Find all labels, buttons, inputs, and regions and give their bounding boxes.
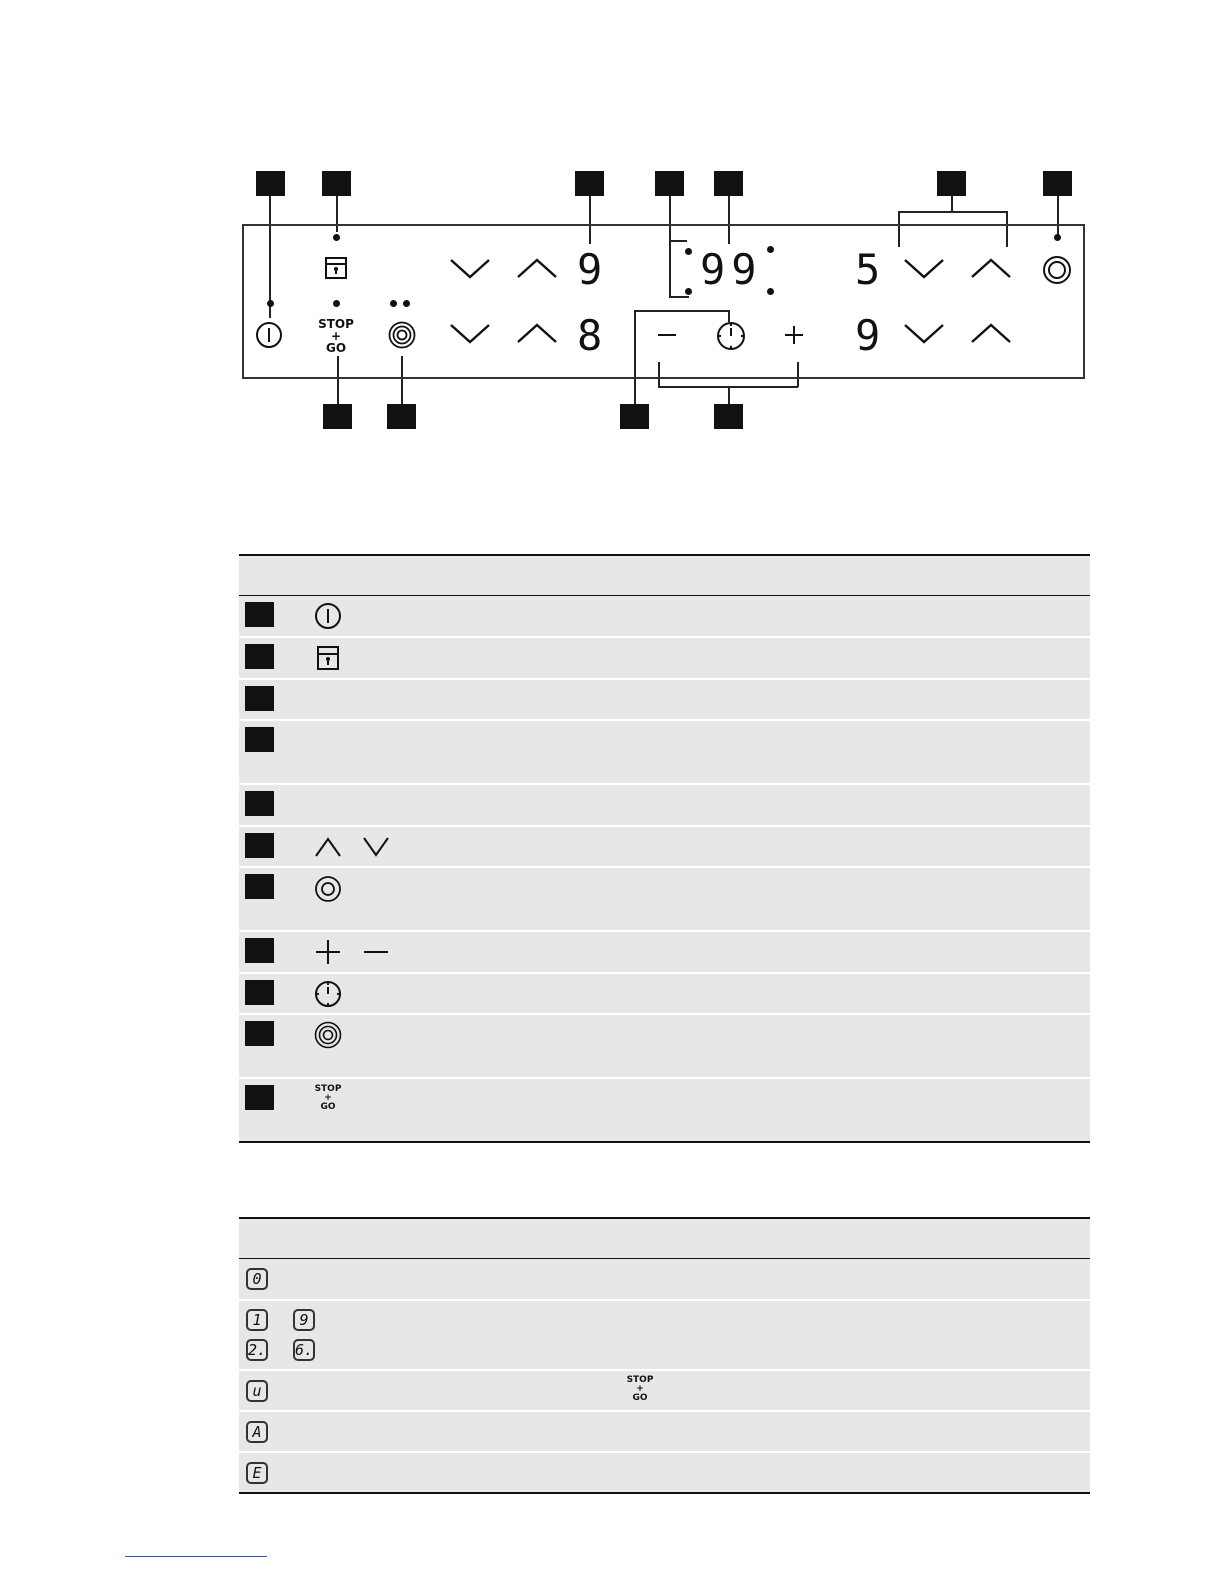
callout-marker-6 bbox=[937, 171, 966, 196]
row-marker bbox=[245, 791, 274, 816]
footer-link-underline[interactable] bbox=[125, 1556, 267, 1557]
table-row bbox=[239, 636, 1090, 678]
zone3-display: 5 bbox=[855, 245, 887, 294]
zone4-up-arrow-icon[interactable] bbox=[970, 323, 1012, 345]
zone2-down-arrow-icon[interactable] bbox=[449, 323, 491, 345]
callout-marker-10 bbox=[620, 404, 649, 429]
zone1-up-arrow-icon[interactable] bbox=[516, 258, 558, 280]
callout-marker-2 bbox=[322, 171, 351, 196]
timer-zone-dot-bl bbox=[685, 288, 692, 295]
table-row bbox=[239, 825, 1090, 866]
control-panel bbox=[242, 224, 1085, 379]
bridge-zone-icon[interactable] bbox=[388, 321, 416, 349]
zone2-up-arrow-icon[interactable] bbox=[516, 323, 558, 345]
row-marker bbox=[245, 833, 274, 858]
display-symbol: 6. bbox=[295, 1341, 314, 1359]
single-ring-icon bbox=[314, 875, 342, 903]
callout-marker-3 bbox=[575, 171, 604, 196]
table-header bbox=[239, 556, 1090, 595]
stop-go-icon: STOP + GO bbox=[314, 1084, 342, 1112]
stopgo-indicator bbox=[333, 300, 340, 307]
display-symbol: 9 bbox=[293, 1309, 315, 1331]
table-row bbox=[239, 972, 1090, 1013]
callout-marker-9 bbox=[387, 404, 416, 429]
lock-icon bbox=[316, 645, 340, 671]
bridge-indicator-right bbox=[403, 300, 410, 307]
timer-icon bbox=[314, 980, 342, 1008]
timer-icon[interactable] bbox=[716, 321, 746, 351]
functions-table bbox=[239, 554, 1090, 1143]
display-symbol: 1 bbox=[246, 1309, 268, 1331]
bridge-indicator-left bbox=[390, 300, 397, 307]
display-symbol: E bbox=[246, 1462, 268, 1484]
triple-ring-icon bbox=[314, 1021, 342, 1049]
callout-marker-1 bbox=[256, 171, 285, 196]
row-marker bbox=[245, 602, 274, 627]
display-table bbox=[239, 1217, 1090, 1494]
table-row bbox=[239, 678, 1090, 719]
table-row bbox=[239, 930, 1090, 972]
timer-display: 99 bbox=[700, 245, 763, 294]
callout-marker-8 bbox=[323, 404, 352, 429]
row-marker bbox=[245, 686, 274, 711]
minus-icon bbox=[363, 939, 389, 965]
table-row bbox=[239, 719, 1090, 783]
stop-go-icon: STOP + GO bbox=[626, 1375, 654, 1403]
zone4-display: 9 bbox=[855, 311, 887, 360]
table-header bbox=[239, 1219, 1090, 1258]
callout-marker-5 bbox=[714, 171, 743, 196]
row-marker bbox=[245, 1085, 274, 1110]
down-arrow-icon bbox=[362, 836, 390, 858]
callout-marker-11 bbox=[714, 404, 743, 429]
display-symbol: u bbox=[246, 1380, 268, 1402]
timer-zone-dot-br bbox=[767, 288, 774, 295]
timer-plus-icon[interactable] bbox=[783, 324, 805, 346]
zone2-display: 8 bbox=[577, 311, 609, 360]
zone3-down-arrow-icon[interactable] bbox=[903, 258, 945, 280]
up-arrow-icon bbox=[314, 836, 342, 858]
display-symbol: 2. bbox=[248, 1341, 267, 1359]
table-row bbox=[239, 1077, 1090, 1141]
timer-zone-dot-tl bbox=[685, 248, 692, 255]
table-row bbox=[239, 1451, 1090, 1492]
stop-go-button[interactable]: STOP + GO bbox=[318, 317, 354, 355]
row-marker bbox=[245, 1021, 274, 1046]
zone3-up-arrow-icon[interactable] bbox=[970, 258, 1012, 280]
power-icon[interactable] bbox=[255, 321, 283, 349]
display-symbol: 0 bbox=[246, 1268, 268, 1290]
ring-indicator bbox=[1054, 234, 1061, 241]
table-row bbox=[239, 1299, 1090, 1369]
power-indicator bbox=[267, 300, 274, 307]
outer-ring-icon[interactable] bbox=[1042, 255, 1072, 285]
callout-marker-4 bbox=[655, 171, 684, 196]
callout-marker-7 bbox=[1043, 171, 1072, 196]
table-row bbox=[239, 1369, 1090, 1410]
power-icon bbox=[314, 602, 342, 630]
zone1-display: 9 bbox=[577, 245, 609, 294]
timer-minus-icon[interactable] bbox=[656, 325, 678, 345]
timer-zone-dot-tr bbox=[767, 246, 774, 253]
row-marker bbox=[245, 938, 274, 963]
table-row bbox=[239, 866, 1090, 930]
zone1-down-arrow-icon[interactable] bbox=[449, 258, 491, 280]
row-marker bbox=[245, 874, 274, 899]
row-marker bbox=[245, 644, 274, 669]
table-row bbox=[239, 595, 1090, 636]
table-row bbox=[239, 1258, 1090, 1299]
table-row bbox=[239, 783, 1090, 825]
zone4-down-arrow-icon[interactable] bbox=[903, 323, 945, 345]
lock-indicator bbox=[333, 234, 340, 241]
plus-icon bbox=[315, 939, 341, 965]
row-marker bbox=[245, 980, 274, 1005]
table-row bbox=[239, 1013, 1090, 1077]
table-row bbox=[239, 1410, 1090, 1451]
display-symbol: A bbox=[246, 1421, 268, 1443]
lock-icon[interactable] bbox=[324, 256, 348, 280]
row-marker bbox=[245, 727, 274, 752]
